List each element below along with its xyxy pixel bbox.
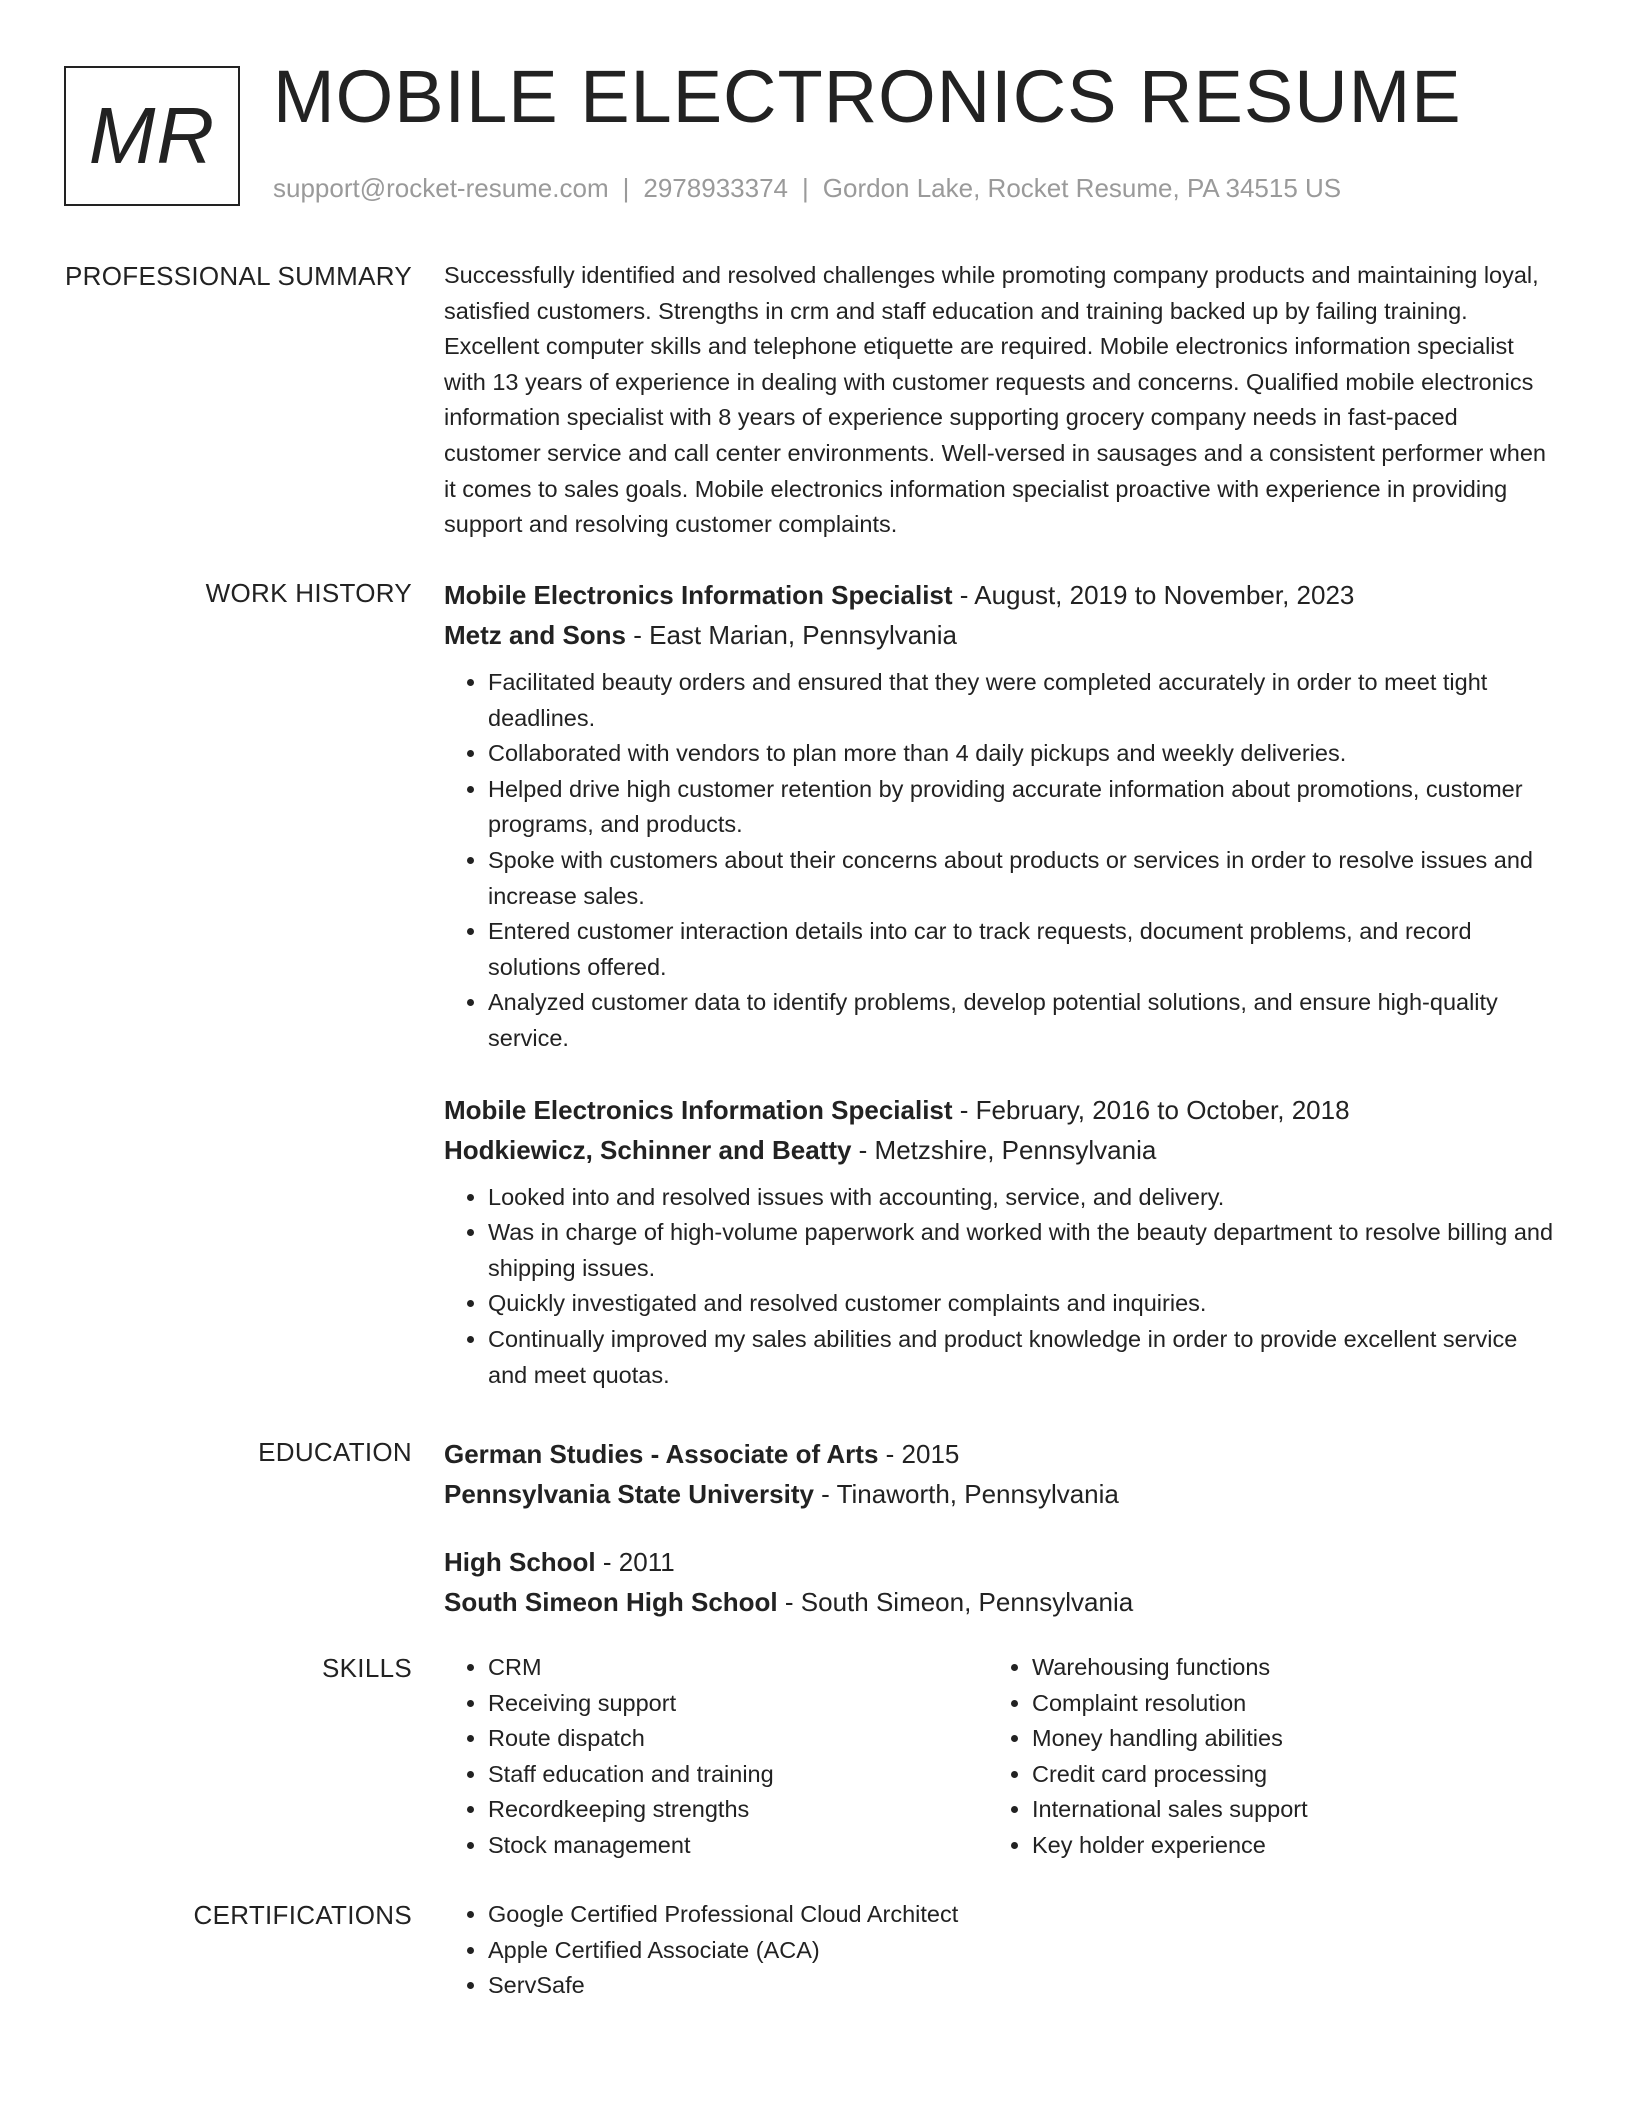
work-history-body	[444, 575, 1554, 1393]
list-item: • Facilitated beauty orders and ensured that they were completed accurately in order to meet tight deadlines.	[488, 665, 1554, 736]
list-item: • Helped drive high customer retention by providing accurate information about promotions, customer programs, and products.	[488, 772, 1554, 843]
list-item: • Looked into and resolved issues with accounting, service, and delivery.	[488, 1180, 1554, 1216]
list-item: • Entered customer interaction details into car to track requests, document problems, and record solutions offered.	[488, 914, 1554, 985]
job-bullets	[444, 1180, 1554, 1394]
section-label: PROFESSIONAL SUMMARY	[65, 261, 412, 291]
education-entry	[444, 1542, 1554, 1622]
contact-separator: |	[622, 173, 630, 203]
job-entry	[444, 575, 1554, 1057]
skills-column-2	[988, 1650, 1532, 1864]
school-line	[444, 1582, 1554, 1622]
job-dates: - August, 2019 to November, 2023	[952, 580, 1355, 610]
job-title: Mobile Electronics Information Specialist	[444, 1094, 953, 1125]
list-item: • Staff education and training	[488, 1757, 988, 1793]
contact-address: Gordon Lake, Rocket Resume, PA 34515 US	[822, 173, 1342, 203]
section-label: SKILLS	[322, 1653, 412, 1683]
list-item: • Recordkeeping strengths	[488, 1792, 988, 1828]
job-location: - Metzshire, Pennsylvania	[851, 1134, 1157, 1165]
summary-body	[444, 258, 1554, 543]
list-item: • Route dispatch	[488, 1721, 988, 1757]
skills-column-1	[444, 1650, 988, 1864]
list-item: • Spoke with customers about their concerns about products or services in order to resolve issues and increase sales.	[488, 843, 1554, 914]
section-label: EDUCATION	[258, 1437, 412, 1467]
list-item: • ServSafe	[488, 1968, 1554, 2004]
job-title-line	[444, 1090, 1554, 1130]
education-body	[444, 1434, 1554, 1622]
contact-separator: |	[802, 173, 809, 203]
list-item: • Analyzed customer data to identify problems, develop potential solutions, and ensure high-quality service.	[488, 985, 1554, 1056]
list-item: • Credit card processing	[1032, 1757, 1532, 1793]
school-location: - Tinaworth, Pennsylvania	[813, 1479, 1119, 1509]
monogram-logo: MR	[64, 66, 240, 206]
job-bullets	[444, 665, 1554, 1057]
school-name: South Simeon High School	[444, 1587, 778, 1617]
education-entry	[444, 1434, 1554, 1514]
job-title: Mobile Electronics Information Specialist	[444, 580, 953, 610]
list-item: • Money handling abilities	[1032, 1721, 1532, 1757]
school-location: - South Simeon, Pennsylvania	[777, 1587, 1134, 1617]
skills-grid	[444, 1650, 1554, 1864]
section-label: CERTIFICATIONS	[193, 1900, 412, 1930]
section-label: WORK HISTORY	[205, 578, 412, 608]
list-item: • Apple Certified Associate (ACA)	[488, 1933, 1554, 1969]
job-dates: - February, 2016 to October, 2018	[952, 1094, 1350, 1125]
list-item: • Google Certified Professional Cloud Architect	[488, 1897, 1554, 1933]
degree: German Studies - Associate of Arts	[444, 1439, 879, 1469]
list-item: • Continually improved my sales abilities and product knowledge in order to provide excellent service and meet quotas.	[488, 1322, 1554, 1393]
certifications-list	[444, 1897, 1554, 2004]
school-name: Pennsylvania State University	[444, 1479, 814, 1509]
degree: High School	[444, 1547, 596, 1577]
job-location: - East Marian, Pennsylvania	[626, 620, 957, 650]
list-item: • Warehousing functions	[1032, 1650, 1532, 1686]
list-item: • International sales support	[1032, 1792, 1532, 1828]
job-company-line	[444, 1130, 1554, 1170]
list-item: • Stock management	[488, 1828, 988, 1864]
certifications-body	[444, 1897, 1554, 2004]
list-item: • Complaint resolution	[1032, 1686, 1532, 1722]
job-company: Metz and Sons	[444, 620, 627, 650]
list-item: • Quickly investigated and resolved customer complaints and inquiries.	[488, 1286, 1554, 1322]
degree-line	[444, 1542, 1554, 1582]
job-company: Hodkiewicz, Schinner and Beatty	[444, 1134, 852, 1165]
graduation-year: - 2011	[595, 1547, 675, 1577]
resume-title: MOBILE ELECTRONICS RESUME	[273, 55, 1462, 138]
graduation-year: - 2015	[878, 1439, 960, 1469]
contact-email[interactable]: support@rocket-resume.com	[273, 173, 609, 203]
list-item: • CRM	[488, 1650, 988, 1686]
list-item: • Receiving support	[488, 1686, 988, 1722]
job-company-line	[444, 615, 1554, 655]
skills-body	[444, 1650, 1554, 1864]
list-item: • Collaborated with vendors to plan more than 4 daily pickups and weekly deliveries.	[488, 736, 1554, 772]
school-line	[444, 1474, 1554, 1514]
job-entry	[444, 1090, 1554, 1394]
list-item: • Was in charge of high-volume paperwork and worked with the beauty department to resolve billing and shipping issues.	[488, 1215, 1554, 1286]
contact-line	[273, 173, 1341, 204]
job-title-line	[444, 575, 1554, 615]
summary-text: Successfully identified and resolved challenges while promoting company products and maintaining loyal, satisfied customers. Strengths in crm and staff education and training backed up by failing training. Excellent computer skills and telephone etiquette are required. Mobile electronics information specialist with 13 years of experience in dealing with customer requests and concerns. Qualified mobile electronics information specialist with 8 years of experience supporting grocery company needs in fast-paced customer service and call center environments. Well-versed in sausages and a consistent performer when it comes to sales goals. Mobile electronics information specialist proactive with experience in providing support and resolving customer complaints.	[444, 262, 1546, 538]
list-item: • Key holder experience	[1032, 1828, 1532, 1864]
degree-line	[444, 1434, 1554, 1474]
contact-phone[interactable]: 2978933374	[643, 173, 788, 203]
